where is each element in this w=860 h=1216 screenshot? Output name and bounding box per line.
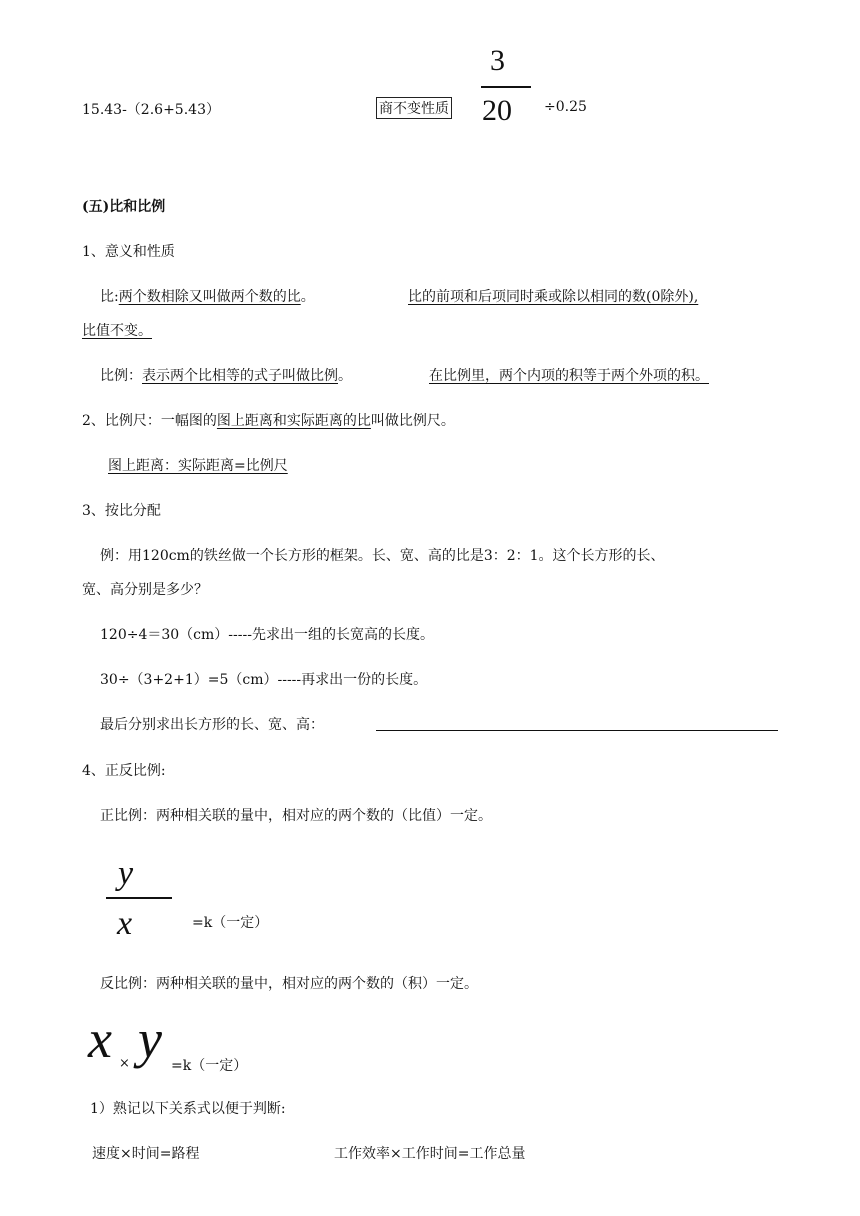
proportion-property: 在比例里，两个内项的积等于两个外项的积。 [429, 368, 709, 384]
item2-title-suffix: 叫做比例尺。 [370, 413, 455, 429]
item1-title: 1、意义和性质 [82, 244, 175, 260]
ratio-period: 。 [300, 289, 315, 305]
expression-text: 15.43-（2.6+5.43） [82, 102, 220, 118]
direct-result: =k（一定） [192, 915, 269, 931]
relation-work: 工作效率×工作时间=工作总量 [334, 1146, 526, 1162]
section-heading: (五)比和比例 [82, 199, 166, 215]
step2-text: 30÷（3+2+1）=5（cm）-----再求出一份的长度。 [100, 672, 428, 688]
proportion-period: 。 [338, 368, 352, 384]
direct-fraction-bar [106, 897, 172, 899]
proportion-prefix: 比例： [100, 368, 142, 384]
relation-speed: 速度×时间=路程 [92, 1146, 200, 1162]
boxed-label: 商不变性质 [376, 97, 452, 119]
inverse-times: × [119, 1056, 130, 1071]
proportion-definition: 表示两个比相等的式子叫做比例 [142, 368, 338, 384]
item4-title: 4、正反比例: [82, 763, 166, 779]
fraction-bar [481, 86, 531, 88]
division-suffix: ÷0.25 [544, 99, 587, 115]
item2-title [82, 410, 455, 430]
ratio-prefix: 比: [100, 289, 119, 305]
example-line2: 宽、高分别是多少？ [82, 582, 208, 598]
ratio-definition-line [100, 286, 315, 306]
answer-blank-line [376, 730, 778, 731]
item2-title-prefix: 2、比例尺：一幅图的 [82, 413, 217, 429]
item2-title-underlined: 图上距离和实际距离的比 [216, 413, 371, 429]
direct-proportion-definition: 正比例：两种相关联的量中，相对应的两个数的（比值）一定。 [100, 808, 492, 824]
step1-text: 120÷4＝30（cm）-----先求出一组的长宽高的长度。 [100, 627, 434, 643]
ratio-definition: 两个数相除又叫做两个数的比 [118, 289, 301, 305]
fraction-denominator: 20 [482, 94, 512, 127]
item3-title: 3、按比分配 [82, 503, 161, 519]
direct-numerator: y [118, 855, 134, 892]
proportion-definition-line [100, 365, 352, 385]
ratio-property-line1: 比的前项和后项同时乘或除以相同的数(0除外), [408, 289, 699, 305]
ratio-property-line2: 比值不变。 [82, 323, 152, 339]
inverse-result: =k（一定） [171, 1058, 248, 1074]
direct-denominator: x [117, 905, 133, 942]
inverse-x: x [88, 1009, 112, 1069]
fraction-numerator: 3 [490, 44, 505, 77]
step3-text: 最后分别求出长方形的长、宽、高： [100, 717, 324, 733]
inverse-y: y [138, 1009, 162, 1069]
scale-formula: 图上距离：实际距离=比例尺 [108, 458, 288, 474]
inverse-proportion-definition: 反比例：两种相关联的量中，相对应的两个数的（积）一定。 [100, 976, 478, 992]
example-line1: 例：用120cm的铁丝做一个长方形的框架。长、宽、高的比是3：2：1。这个长方形的长、 [100, 548, 665, 564]
memorize-note: 1）熟记以下关系式以便于判断: [90, 1101, 286, 1117]
